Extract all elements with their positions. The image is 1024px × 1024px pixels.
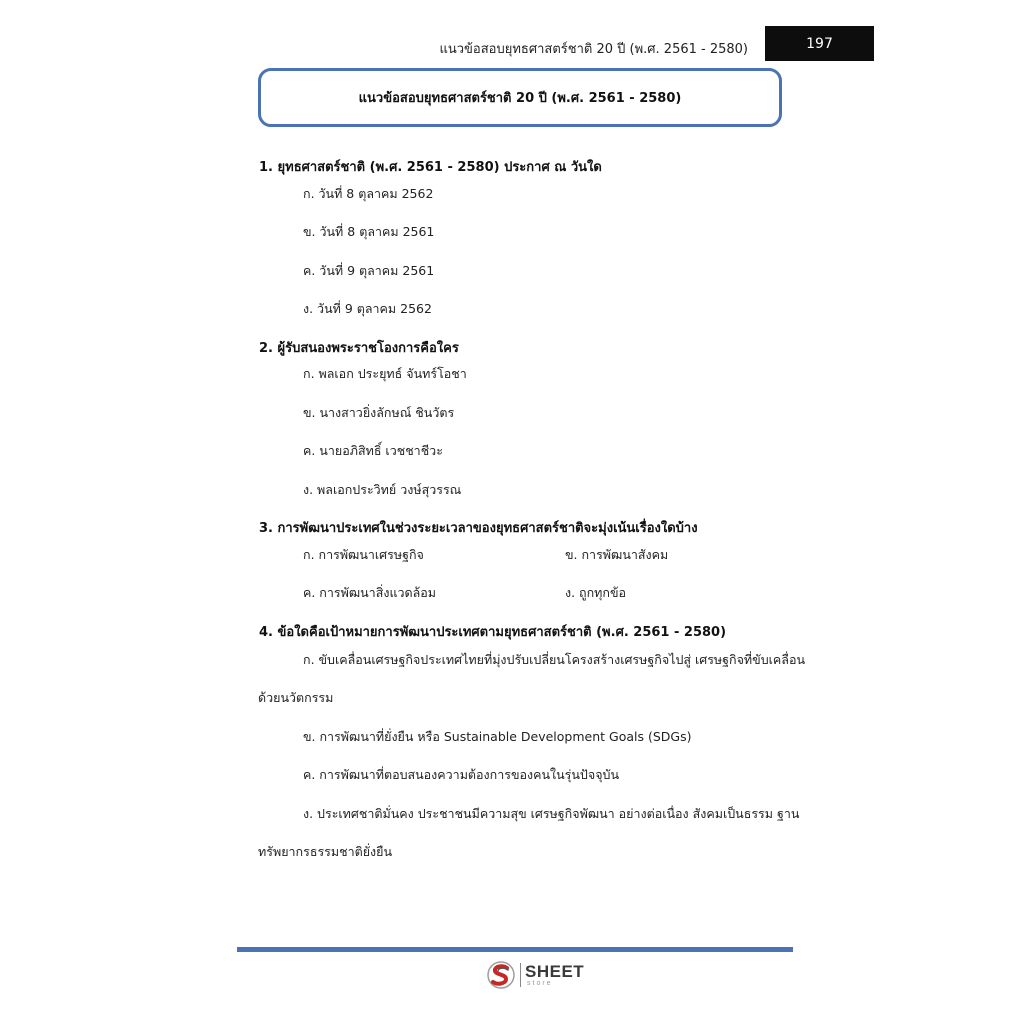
document-title: แนวข้อสอบยุทธศาสตร์ชาติ 20 ปี (พ.ศ. 2561 - 2580) (358, 91, 682, 106)
page-number: 197 (806, 35, 833, 52)
question-4-option-c: ค. การพัฒนาที่ตอบสนองความต้องการของคนในรุ่นปัจจุบัน (303, 767, 619, 782)
logo-divider (520, 963, 521, 987)
question-4-option-a: ก. ขับเคลื่อนเศรษฐกิจประเทศไทยที่มุ่งปรับเปลี่ยนโครงสร้างเศรษฐกิจไปสู่ เศรษฐกิจที่ขับเคลื่อน (303, 652, 806, 667)
question-1: 1. ยุทธศาสตร์ชาติ (พ.ศ. 2561 - 2580) ประกาศ ณ วันใด (259, 160, 602, 175)
logo-brand-sub: store (527, 980, 553, 987)
question-3-option-b: ข. การพัฒนาสังคม (565, 547, 669, 562)
question-1-option-b: ข. วันที่ 8 ตุลาคม 2561 (303, 224, 435, 239)
question-2-option-a: ก. พลเอก ประยุทธ์ จันทร์โอชา (303, 366, 467, 381)
sheet-store-logo-icon (486, 960, 516, 990)
question-3-option-c: ค. การพัฒนาสิ่งแวดล้อม (303, 585, 437, 600)
question-4-option-a-continued: ด้วยนวัตกรรม (258, 690, 334, 705)
footer-rule (237, 947, 793, 952)
question-2: 2. ผู้รับสนองพระราชโองการคือใคร (259, 341, 459, 356)
question-4-option-b: ข. การพัฒนาที่ยั่งยืน หรือ Sustainable Development Goals (SDGs) (303, 729, 692, 744)
question-3-option-d: ง. ถูกทุกข้อ (565, 585, 627, 600)
question-2-option-b: ข. นางสาวยิ่งลักษณ์ ชินวัตร (303, 405, 455, 420)
logo-brand: SHEET (525, 962, 585, 981)
title-box (258, 68, 782, 127)
question-2-option-d: ง. พลเอกประวิทย์ วงษ์สุวรรณ (303, 482, 462, 497)
question-1-option-c: ค. วันที่ 9 ตุลาคม 2561 (303, 263, 435, 278)
page-number-box (765, 26, 874, 61)
sheet-store-logo (486, 960, 584, 990)
question-4-option-d: ง. ประเทศชาติมั่นคง ประชาชนมีความสุข เศรษฐกิจพัฒนา อย่างต่อเนื่อง สังคมเป็นธรรม ฐาน (303, 806, 800, 821)
question-1-option-d: ง. วันที่ 9 ตุลาคม 2562 (303, 301, 432, 316)
running-header-title: แนวข้อสอบยุทธศาสตร์ชาติ 20 ปี (พ.ศ. 2561 - 2580) (439, 42, 748, 57)
question-3: 3. การพัฒนาประเทศในช่วงระยะเวลาของยุทธศาสตร์ชาติจะมุ่งเน้นเรื่องใดบ้าง (259, 521, 698, 536)
question-1-option-a: ก. วันที่ 8 ตุลาคม 2562 (303, 186, 434, 201)
question-4-option-d-continued: ทรัพยากรธรรมชาติยั่งยืน (258, 844, 393, 859)
question-4: 4. ข้อใดคือเป้าหมายการพัฒนาประเทศตามยุทธศาสตร์ชาติ (พ.ศ. 2561 - 2580) (259, 625, 727, 640)
question-2-option-c: ค. นายอภิสิทธิ์ เวชชาชีวะ (303, 443, 443, 458)
question-3-option-a: ก. การพัฒนาเศรษฐกิจ (303, 547, 424, 562)
logo-text (525, 963, 584, 987)
